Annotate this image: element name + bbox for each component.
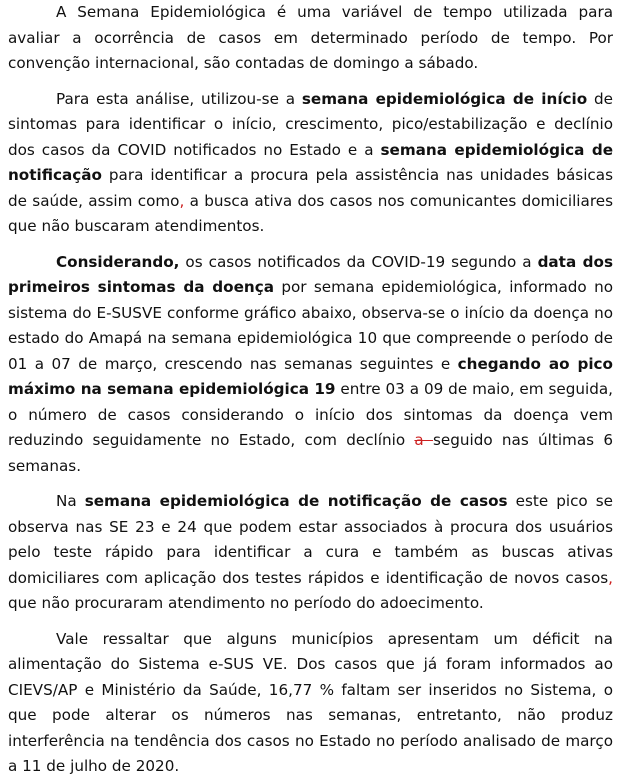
bold-term: semana epidemiológica de início — [301, 89, 588, 108]
paragraph-considerando — [8, 250, 613, 480]
paragraph-notificacao — [8, 489, 613, 617]
text-run: que não procuraram atendimento no período do adoecimento. — [8, 594, 484, 612]
text-run: de sintomas para identificar o início, crescimento, pico/estabilização e declínio dos casos da COVID notificados no Estado e a — [8, 89, 613, 159]
text-run: A Semana Epidemiológica é uma variável de tempo utilizada para avaliar a ocorrência de casos em determinado período de tempo. Por convenção internacional, são contadas de domingo a sábado. — [8, 3, 613, 72]
text-run: seguido nas últimas 6 semanas. — [8, 431, 613, 475]
text-run: para identificar a procura pela assistência nas unidades básicas de saúde, assim como — [8, 166, 613, 210]
text-run: por semana epidemiológica, informado no sistema do E-SUSVE conforme gráfico abaixo, observa-se o início da doença no estado do Amapá na semana epidemiológica 10 que compreende o período de 01 a 07 de março, crescendo nas semanas seguintes e — [8, 278, 613, 373]
paragraph-deficit — [8, 627, 613, 780]
bold-term: semana epidemiológica de notificação de casos — [84, 492, 508, 510]
bold-term: semana epidemiológica de notificação — [8, 140, 613, 184]
strikethrough-revision: a — [414, 431, 433, 449]
revision-mark: , — [608, 568, 613, 587]
text-run: Para esta análise, utilizou-se a — [56, 89, 302, 108]
text-run: a busca ativa dos casos nos comunicantes domiciliares que não buscaram atendimentos. — [8, 191, 614, 235]
bold-term: chegando ao pico máximo na semana epidemiológica 19 — [8, 354, 613, 398]
text-run: os casos notificados da COVID-19 segundo a — [179, 252, 538, 271]
bold-term: data dos primeiros sintomas da doença — [8, 252, 613, 296]
bold-term: Considerando, — [56, 252, 180, 271]
text-run: entre 03 a 09 de maio, em seguida, o número de casos considerando o início dos sintomas da doença vem reduzindo seguidamente no Estado, com declínio — [8, 380, 613, 449]
paragraph-analise — [8, 87, 613, 240]
paragraph-semana-definicao — [8, 0, 613, 77]
text-run: Na — [56, 492, 85, 510]
text-run: Vale ressaltar que alguns municípios apresentam um déficit na alimentação do Sistema e-SUS VE. Dos casos que já foram informados ao CIEVS/AP e Ministério da Saúde, 16,77 % faltam ser inseridos no Sistema, o que pode alterar os números nas semanas, entretanto, não produz interferência na tendência dos casos no Estado no período analisado de março a 11 de julho de 2020. — [8, 629, 613, 775]
revision-mark: , — [179, 191, 185, 210]
text-run: este pico se observa nas SE 23 e 24 que podem estar associados à procura dos usuários pelo teste rápido para identificar a cura e também as buscas ativas domiciliares com aplicação dos testes rápidos e identificação de novos casos — [8, 492, 613, 587]
